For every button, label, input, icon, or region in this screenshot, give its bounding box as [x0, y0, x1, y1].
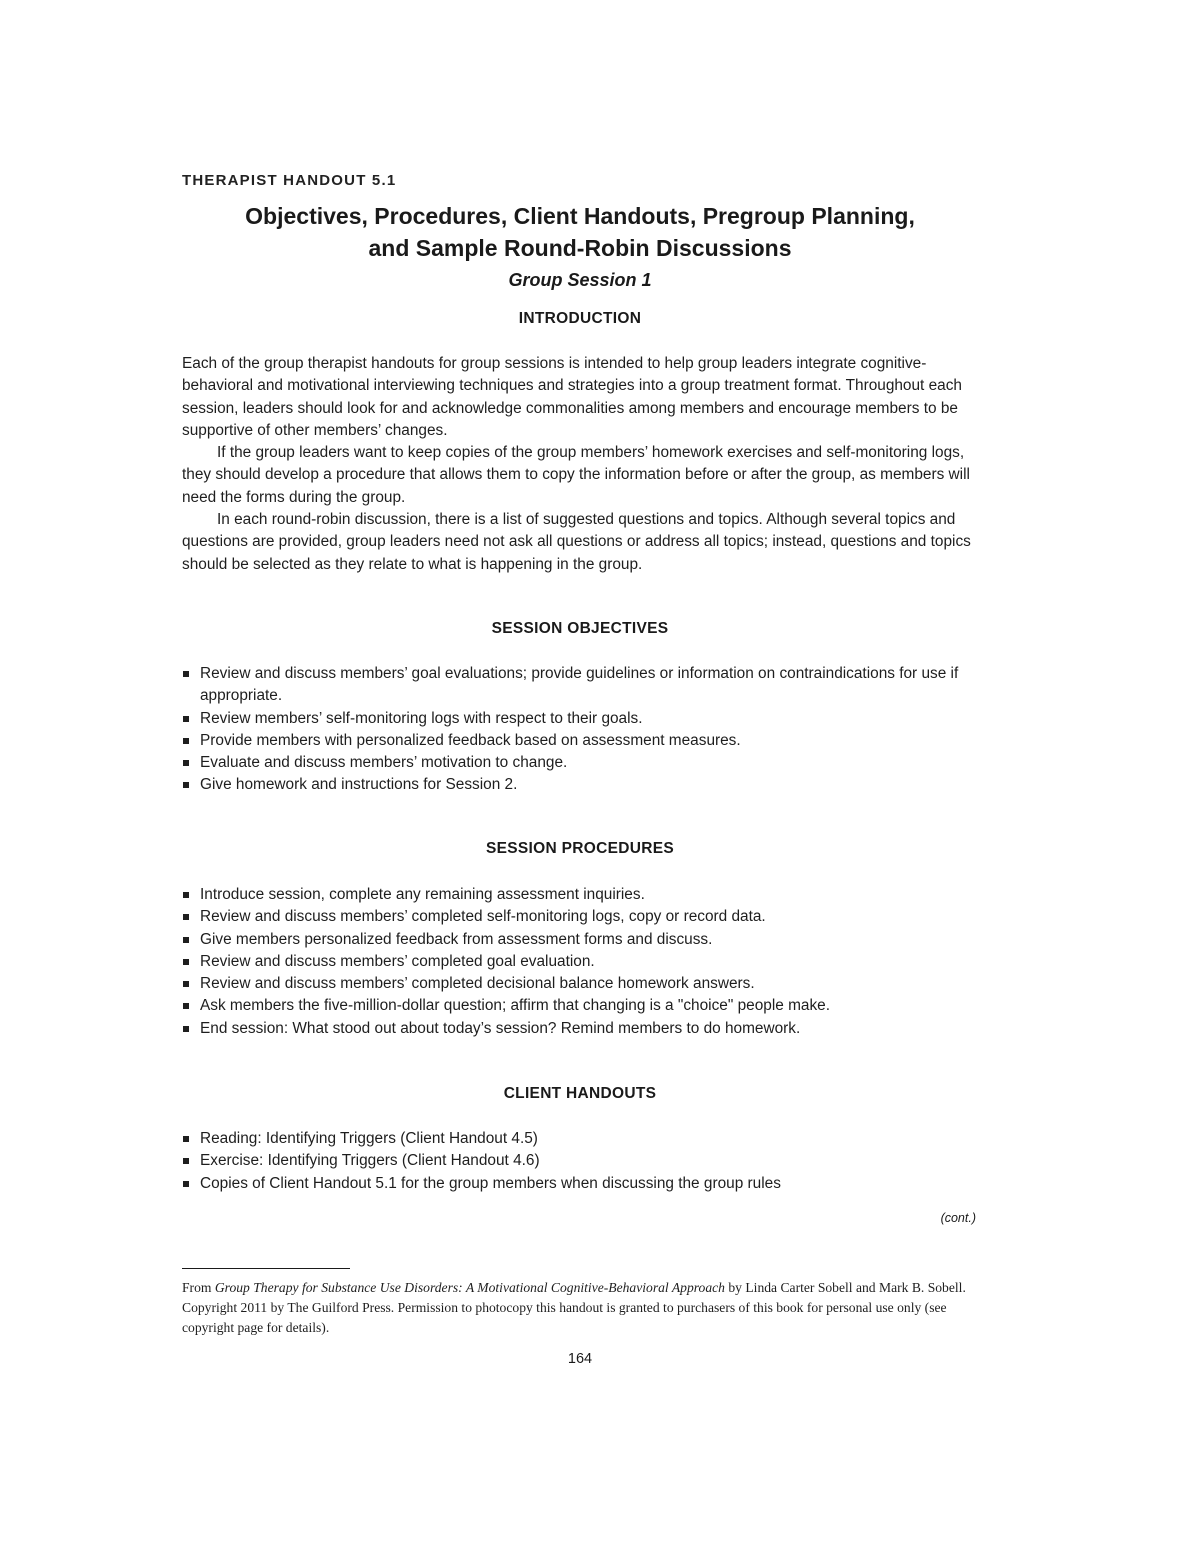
square-bullet-icon: [183, 760, 189, 766]
square-bullet-icon: [183, 1026, 189, 1032]
square-bullet-icon: [183, 981, 189, 987]
procedures-list: [182, 884, 982, 1040]
square-bullet-icon: [183, 716, 189, 722]
square-bullet-icon: [183, 782, 189, 788]
square-bullet-icon: [183, 1003, 189, 1009]
list-item: [182, 906, 982, 928]
list-item: [182, 1173, 982, 1195]
introduction-heading: INTRODUCTION: [518, 310, 642, 327]
handout-text: Exercise: Identifying Triggers (Client Handout 4.6): [200, 1152, 540, 1170]
handout-page: [182, 0, 982, 1553]
list-item: [182, 708, 982, 730]
procedure-text: Introduce session, complete any remaining assessment inquiries.: [200, 886, 645, 903]
page-number: 164: [567, 1351, 593, 1367]
objectives-list: [182, 663, 982, 797]
introduction-body: [182, 353, 982, 576]
objectives-heading: SESSION OBJECTIVES: [491, 620, 669, 637]
footnote-rest: by Linda Carter Sobell and Mark B. Sobell. Copyright 2011 by The Guilford Press. Permission to photocopy this handout is granted to purchasers of this book for personal use only (see copyright page for details).: [182, 1280, 966, 1335]
list-item: [182, 973, 982, 995]
title-block: [182, 200, 978, 293]
introduction-paragraph: Each of the group therapist handouts for group sessions is intended to help group leaders integrate cognitive-behavioral and motivational interviewing techniques and strategies into a group treatment format. Throughout each session, leaders should look for and acknowledge commonalities among members and encourage members to be supportive of other members’ changes.: [182, 355, 962, 439]
footnote-divider: [182, 1268, 350, 1269]
introduction-paragraph: If the group leaders want to keep copies of the group members’ homework exercises and self-monitoring logs, they should develop a procedure that allows them to copy the information before or after the group, as members will need the forms during the group.: [182, 444, 970, 506]
list-item: [182, 1150, 982, 1172]
handout-kicker: THERAPIST HANDOUT 5.1: [182, 172, 397, 189]
procedure-text: Give members personalized feedback from assessment forms and discuss.: [200, 930, 713, 948]
handout-text: Copies of Client Handout 5.1 for the group members when discussing the group rules: [200, 1174, 781, 1192]
page-title-line-2: and Sample Round-Robin Discussions: [368, 235, 792, 261]
list-item: [182, 884, 982, 906]
square-bullet-icon: [183, 671, 189, 677]
objective-text: Review and discuss members’ goal evaluations; provide guidelines or information on contraindications for use if appropriate.: [200, 665, 959, 705]
list-item: [182, 929, 982, 951]
square-bullet-icon: [183, 738, 189, 744]
list-item: [182, 951, 982, 973]
objective-text: Review members’ self-monitoring logs with respect to their goals.: [200, 709, 643, 727]
list-item: [182, 1128, 982, 1150]
list-item: [182, 1018, 982, 1040]
procedure-text: Review and discuss members’ completed goal evaluation.: [200, 952, 595, 970]
handout-text: Reading: Identifying Triggers (Client Handout 4.5): [200, 1130, 538, 1147]
procedure-text: End session: What stood out about today’s session? Remind members to do homework.: [200, 1019, 801, 1037]
procedure-text: Review and discuss members’ completed decisional balance homework answers.: [200, 975, 755, 993]
list-item: [182, 995, 982, 1017]
continued-note: (cont.): [940, 1211, 976, 1225]
square-bullet-icon: [183, 959, 189, 965]
square-bullet-icon: [183, 914, 189, 920]
footnote-book-title: Group Therapy for Substance Use Disorders: A Motivational Cognitive-Behavioral Approach: [214, 1280, 725, 1295]
page-subtitle: Group Session 1: [508, 270, 652, 290]
procedure-text: Ask members the five-million-dollar question; affirm that changing is a "choice" people make.: [200, 997, 830, 1015]
footnote-prefix: From: [182, 1280, 215, 1295]
square-bullet-icon: [183, 937, 189, 943]
objective-text: Evaluate and discuss members’ motivation to change.: [200, 754, 568, 772]
procedure-text: Review and discuss members’ completed self-monitoring logs, copy or record data.: [200, 908, 766, 926]
introduction-paragraph: In each round-robin discussion, there is a list of suggested questions and topics. Although several topics and questions are provided, group leaders need not ask all questions or address all topics; instead, questions and topics should be selected as they relate to what is happening in the group.: [182, 511, 971, 573]
objective-text: Give homework and instructions for Session 2.: [200, 776, 518, 794]
handouts-list: [182, 1128, 982, 1195]
objective-text: Provide members with personalized feedback based on assessment measures.: [200, 731, 741, 749]
handouts-heading: CLIENT HANDOUTS: [503, 1085, 657, 1102]
list-item: [182, 752, 982, 774]
procedures-heading: SESSION PROCEDURES: [486, 840, 674, 857]
square-bullet-icon: [183, 892, 189, 898]
list-item: [182, 774, 982, 796]
square-bullet-icon: [183, 1181, 189, 1187]
page-title-line-1: Objectives, Procedures, Client Handouts, Pregroup Planning,: [245, 203, 915, 229]
list-item: [182, 663, 982, 708]
square-bullet-icon: [183, 1136, 189, 1142]
list-item: [182, 730, 982, 752]
copyright-footnote: [182, 1278, 982, 1338]
square-bullet-icon: [183, 1158, 189, 1164]
